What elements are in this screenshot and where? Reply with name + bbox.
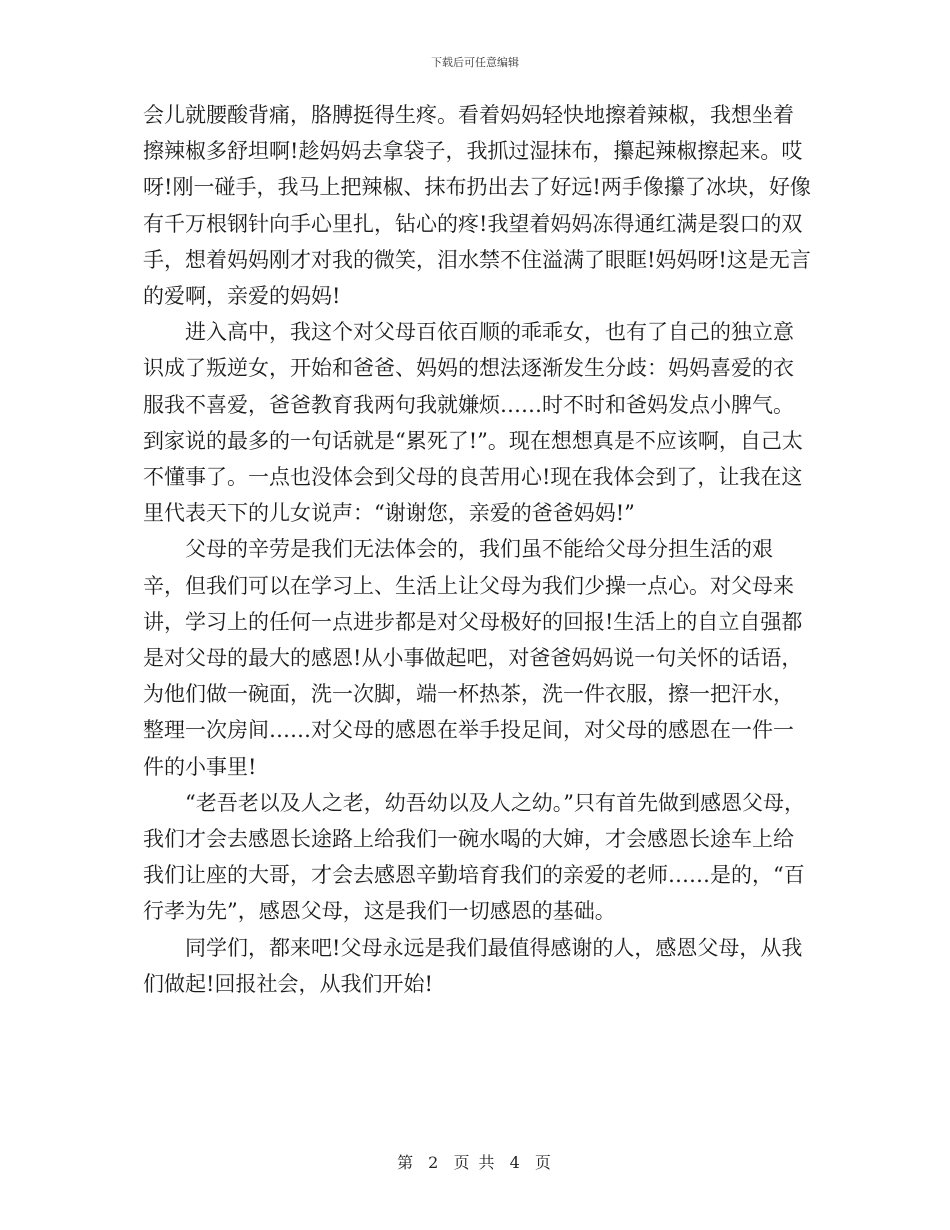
footer-page-number: 2 (428, 1153, 441, 1172)
footer-total-pages: 4 (509, 1153, 522, 1172)
paragraph-2: 进入高中，我这个对父母百依百顺的乖乖女，也有了自己的独立意识成了叛逆女，开始和爸爸、妈妈的想法逐渐发生分歧：妈妈喜爱的衣服我不喜爱，爸爸教育我两句我就嫌烦……时不时和爸妈发点小脾气。到家说的最多的一句话就是“累死了!”。现在想想真是不应该啊，自己太不懂事了。一点也没体会到父母的良苦用心!现在我体会到了，让我在这里代表天下的儿女说声：“谢谢您，亲爱的爸爸妈妈!” (143, 320, 803, 526)
footer-suffix: 页 (534, 1153, 553, 1172)
paragraph-3: 父母的辛劳是我们无法体会的，我们虽不能给父母分担生活的艰辛，但我们可以在学习上、生活上让父母为我们少操一点心。对父母来讲，学习上的任何一点进步都是对父母极好的回报!生活上的自立自强都是对父母的最大的感恩!从小事做起吧，对爸爸妈妈说一句关怀的话语，为他们做一碗面，洗一次脚，端一杯热茶，洗一件衣服，擦一把汗水，整理一次房间……对父母的感恩在举手投足间，对父母的感恩在一件一件的小事里! (143, 537, 803, 779)
paragraph-4: “老吾老以及人之老，幼吾幼以及人之幼。”只有首先做到感恩父母，我们才会去感恩长途路上给我们一碗水喝的大婶，才会感恩长途车上给我们让座的大哥，才会去感恩辛勤培育我们的亲爱的老师……是的，“百行孝为先”，感恩父母，这是我们一切感恩的基础。 (143, 790, 805, 924)
page-header: 下载后可任意编辑 (431, 56, 519, 69)
document-body (143, 97, 811, 1002)
paragraph-5: 同学们，都来吧!父母永远是我们最值得感谢的人，感恩父母，从我们做起!回报社会，从我们开始! (143, 935, 803, 996)
footer-mid: 页 共 (453, 1153, 497, 1172)
footer-prefix: 第 (397, 1153, 416, 1172)
page-footer (0, 1150, 950, 1173)
paragraph-1: 会儿就腰酸背痛，胳膊挺得生疼。看着妈妈轻快地擦着辣椒，我想坐着擦辣椒多舒坦啊!趁妈妈去拿袋子，我抓过湿抹布，攥起辣椒擦起来。哎呀!刚一碰手，我马上把辣椒、抹布扔出去了好远!两手像攥了冰块，好像有千万根钢针向手心里扎，钻心的疼!我望着妈妈冻得通红满是裂口的双手，想着妈妈刚才对我的微笑，泪水禁不住溢满了眼眶!妈妈呀!这是无言的爱啊，亲爱的妈妈! (143, 103, 811, 309)
